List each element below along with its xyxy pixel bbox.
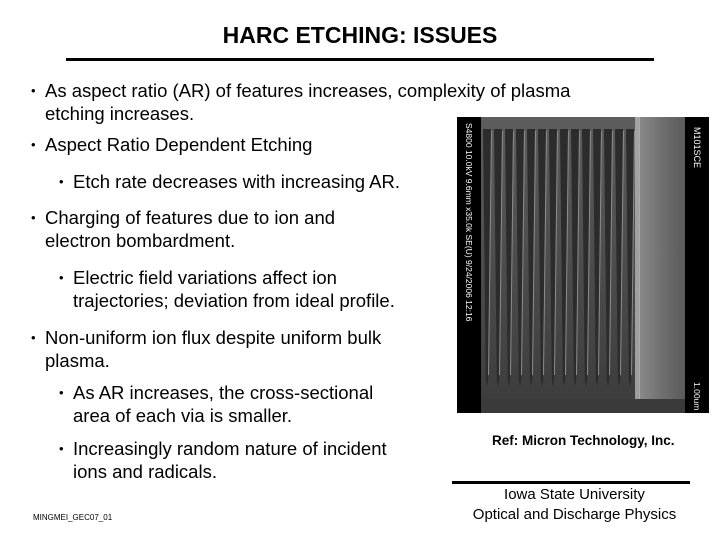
bullet-line: • Charging of features due to ion and [45, 207, 336, 228]
bullet-line: • Electric field variations affect ion [73, 267, 337, 288]
sem-right-top-caption: M101SCE [692, 127, 702, 169]
bullet-line: plasma. [45, 350, 110, 371]
bullet-line: electron bombardment. [45, 230, 236, 251]
bullet-line: • As aspect ratio (AR) of features increases, complexity of plasma [45, 80, 571, 101]
affiliation-line: Optical and Discharge Physics [472, 506, 677, 523]
sub-bullet-electric-field [73, 266, 395, 312]
sem-micrograph-drawing [457, 117, 709, 413]
bullet-ardе [45, 133, 312, 156]
bullet-line: • Increasingly random nature of incident [73, 438, 387, 459]
bullet-line: area of each via is smaller. [73, 405, 293, 426]
affiliation-line: Iowa State University [504, 486, 645, 503]
affiliation-rule [452, 481, 690, 484]
affiliation [452, 485, 697, 525]
slide-footer-code: MINGMEI_GEC07_01 [33, 513, 113, 522]
bullet-line: etching increases. [45, 103, 195, 124]
slide-title: HARC ETCHING: ISSUES [222, 22, 498, 48]
sub-bullet-cross-section [73, 381, 373, 427]
bullet-line: ions and radicals. [73, 461, 217, 482]
reference-text: Ref: Micron Technology, Inc. [492, 433, 675, 448]
sub-bullet-etch-rate [73, 170, 400, 193]
bullet-line: • Etch rate decreases with increasing AR. [73, 171, 400, 192]
sem-left-caption: S4800 10.0kV 9.6mm x35.0k SE(U) 9/24/2006 12:16 [464, 123, 474, 322]
bullet-ion-flux [45, 326, 381, 372]
bullet-line: • As AR increases, the cross-sectional [73, 382, 374, 403]
sem-micrograph [457, 117, 709, 413]
title-underline [66, 58, 654, 61]
bullet-line: • Aspect Ratio Dependent Etching [45, 134, 313, 155]
sub-bullet-random-ions [73, 437, 387, 483]
bullet-charging [45, 206, 335, 252]
bullet-line: trajectories; deviation from ideal profile. [73, 290, 395, 311]
sem-scale-caption: 1.00um [692, 382, 702, 411]
bullet-line: • Non-uniform ion flux despite uniform bulk [45, 327, 382, 348]
